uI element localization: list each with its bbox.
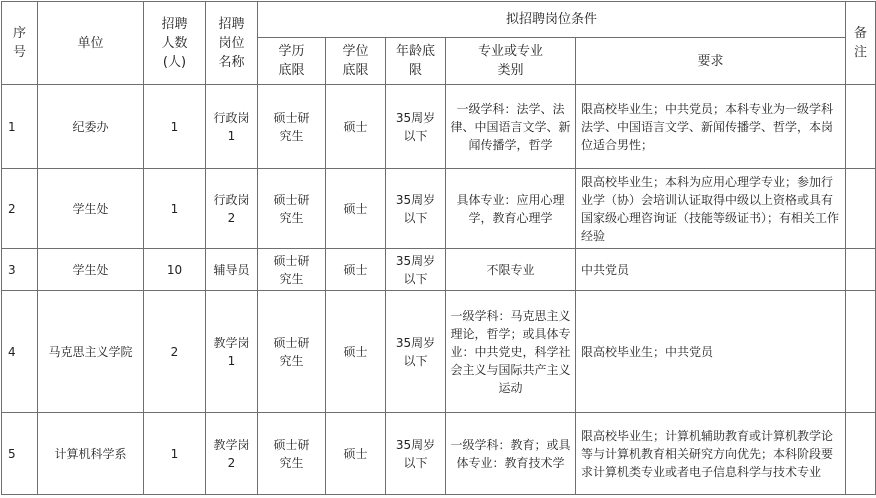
cell-age: 35周岁以下 (386, 169, 446, 249)
cell-education: 硕士研究生 (258, 249, 326, 291)
header-remark: 备注 (846, 2, 876, 85)
cell-seq: 3 (2, 249, 38, 291)
cell-degree: 硕士 (326, 169, 386, 249)
cell-unit: 学生处 (38, 249, 144, 291)
cell-requirement: 限高校毕业生；中共党员 (576, 291, 846, 413)
cell-requirement: 限高校毕业生；计算机辅助教育或计算机教学论等与计算机教育相关研究方向优先；本科阶段要求计算机类专业或者电子信息科学与技术专业 (576, 413, 846, 495)
cell-age: 35周岁以下 (386, 291, 446, 413)
cell-age: 35周岁以下 (386, 85, 446, 169)
header-major: 专业或专业类别 (446, 38, 576, 85)
header-degree: 学位底限 (326, 38, 386, 85)
cell-major: 一级学科：教育；或具体专业：教育技术学 (446, 413, 576, 495)
cell-education: 硕士研究生 (258, 85, 326, 169)
cell-remark (846, 85, 876, 169)
cell-remark (846, 291, 876, 413)
cell-seq: 2 (2, 169, 38, 249)
table-row (2, 169, 876, 249)
table-row (2, 85, 876, 169)
cell-unit: 马克思主义学院 (38, 291, 144, 413)
cell-requirement: 中共党员 (576, 249, 846, 291)
cell-remark (846, 413, 876, 495)
table-row (2, 413, 876, 495)
cell-requirement: 限高校毕业生；中共党员；本科专业为一级学科法学、中国语言文学、新闻传播学、哲学，本岗位适合男性； (576, 85, 846, 169)
cell-major: 一级学科：马克思主义理论，哲学；或具体专业：中共党史，科学社会主义与国际共产主义运动 (446, 291, 576, 413)
header-count: 招聘人数(人) (144, 2, 206, 85)
cell-unit: 纪委办 (38, 85, 144, 169)
cell-count: 1 (144, 413, 206, 495)
cell-education: 硕士研究生 (258, 413, 326, 495)
cell-unit: 学生处 (38, 169, 144, 249)
cell-seq: 1 (2, 85, 38, 169)
cell-count: 1 (144, 169, 206, 249)
cell-count: 2 (144, 291, 206, 413)
header-unit: 单位 (38, 2, 144, 85)
header-seq: 序号 (2, 2, 38, 85)
recruitment-table (1, 1, 876, 495)
cell-degree: 硕士 (326, 85, 386, 169)
cell-degree: 硕士 (326, 413, 386, 495)
cell-degree: 硕士 (326, 291, 386, 413)
cell-seq: 5 (2, 413, 38, 495)
header-requirement: 要求 (576, 38, 846, 85)
table-row (2, 291, 876, 413)
cell-remark (846, 249, 876, 291)
cell-education: 硕士研究生 (258, 169, 326, 249)
header-education: 学历底限 (258, 38, 326, 85)
cell-post: 行政岗2 (206, 169, 258, 249)
cell-requirement: 限高校毕业生；本科为应用心理学专业；参加行业学（协）会培训认证取得中级以上资格或具有国家级心理咨询证（技能等级证书）；有相关工作经验 (576, 169, 846, 249)
table-row (2, 249, 876, 291)
cell-post: 行政岗1 (206, 85, 258, 169)
header-row-top (2, 2, 876, 38)
cell-major: 具体专业：应用心理学，教育心理学 (446, 169, 576, 249)
cell-education: 硕士研究生 (258, 291, 326, 413)
cell-seq: 4 (2, 291, 38, 413)
cell-post: 教学岗1 (206, 291, 258, 413)
cell-degree: 硕士 (326, 249, 386, 291)
cell-unit: 计算机科学系 (38, 413, 144, 495)
cell-post: 辅导员 (206, 249, 258, 291)
cell-age: 35周岁以下 (386, 249, 446, 291)
cell-post: 教学岗2 (206, 413, 258, 495)
cell-count: 1 (144, 85, 206, 169)
cell-remark (846, 169, 876, 249)
cell-age: 35周岁以下 (386, 413, 446, 495)
cell-major: 不限专业 (446, 249, 576, 291)
header-conditions: 拟招聘岗位条件 (258, 2, 846, 38)
header-age: 年龄底限 (386, 38, 446, 85)
cell-count: 10 (144, 249, 206, 291)
header-post: 招聘岗位名称 (206, 2, 258, 85)
cell-major: 一级学科：法学、法律、中国语言文学、新闻传播学，哲学 (446, 85, 576, 169)
